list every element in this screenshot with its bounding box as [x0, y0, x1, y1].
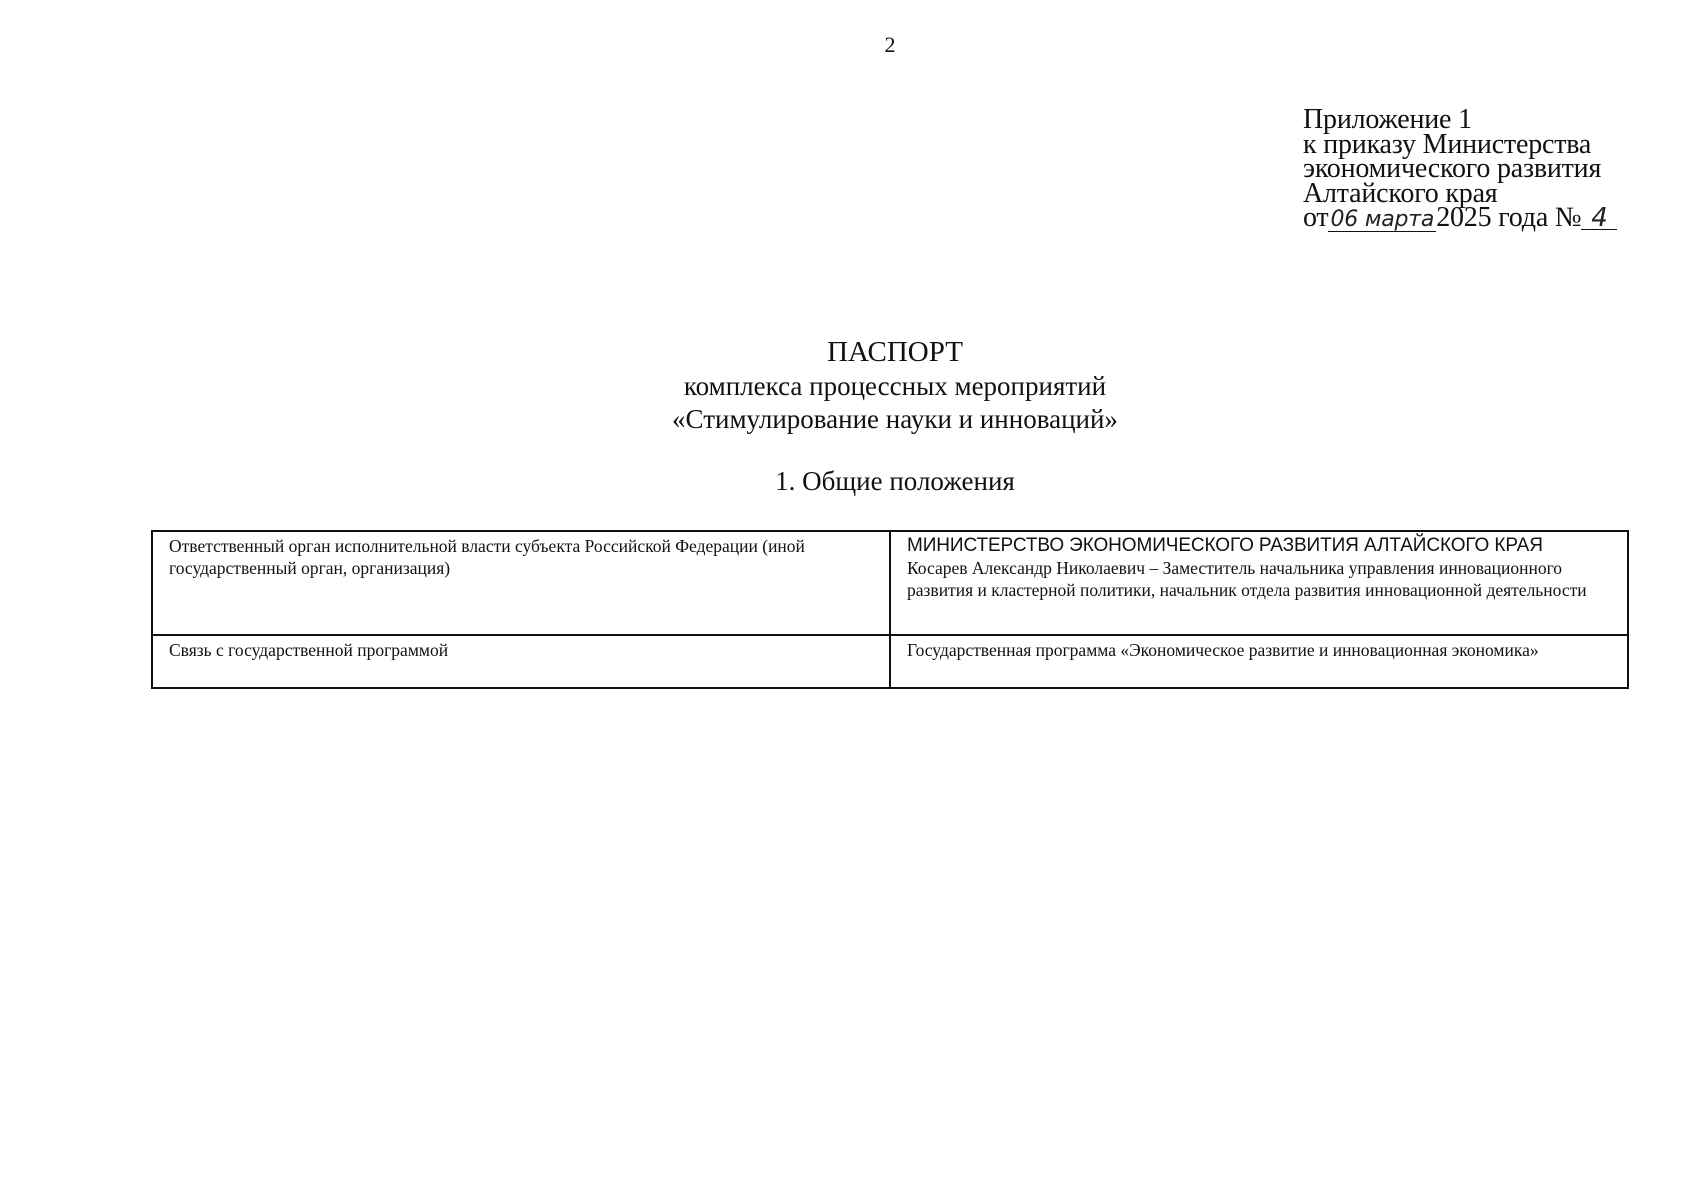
table-row — [152, 635, 1628, 688]
general-info-table — [151, 530, 1629, 689]
responsible-person: Косарев Александр Николаевич – Заместитель начальника управления инновационного развития и кластерной политики, начальник отдела развития инновационной деятельности — [907, 558, 1587, 600]
responsible-organization: МИНИСТЕРСТВО ЭКОНОМИЧЕСКОГО РАЗВИТИЯ АЛТАЙСКОГО КРАЯ — [907, 535, 1543, 556]
table-cell-value: Государственная программа «Экономическое развитие и инновационная экономика» — [890, 635, 1628, 688]
table-cell-label: Связь с государственной программой — [152, 635, 890, 688]
page-number: 2 — [884, 32, 896, 57]
document-subtitle-2: «Стимулирование науки и инноваций» — [672, 404, 1118, 434]
appendix-line-4: Алтайского края — [1303, 177, 1498, 209]
appendix-line-2: к приказу Министерства — [1303, 128, 1592, 160]
year-text: 2025 года № — [1436, 202, 1582, 233]
appendix-line-3: экономического развития — [1303, 153, 1602, 184]
table-cell-label: Ответственный орган исполнительной власти субъекта Российской Федерации (иной государственный орган, организация) — [152, 531, 890, 635]
document-title: ПАСПОРТ — [827, 336, 963, 368]
table-row — [152, 531, 1628, 635]
appendix-date-line — [1303, 202, 1617, 233]
appendix-block — [1303, 104, 1617, 233]
handwritten-date: 06 марта — [1330, 207, 1435, 232]
table-cell-value — [890, 531, 1628, 635]
date-prefix: от — [1303, 202, 1329, 233]
section-heading: 1. Общие положения — [775, 466, 1015, 496]
title-block — [0, 334, 1708, 436]
document-subtitle-1: комплекса процессных мероприятий — [683, 371, 1107, 401]
handwritten-number: 4 — [1581, 207, 1617, 230]
appendix-line-1: Приложение 1 — [1303, 104, 1472, 135]
